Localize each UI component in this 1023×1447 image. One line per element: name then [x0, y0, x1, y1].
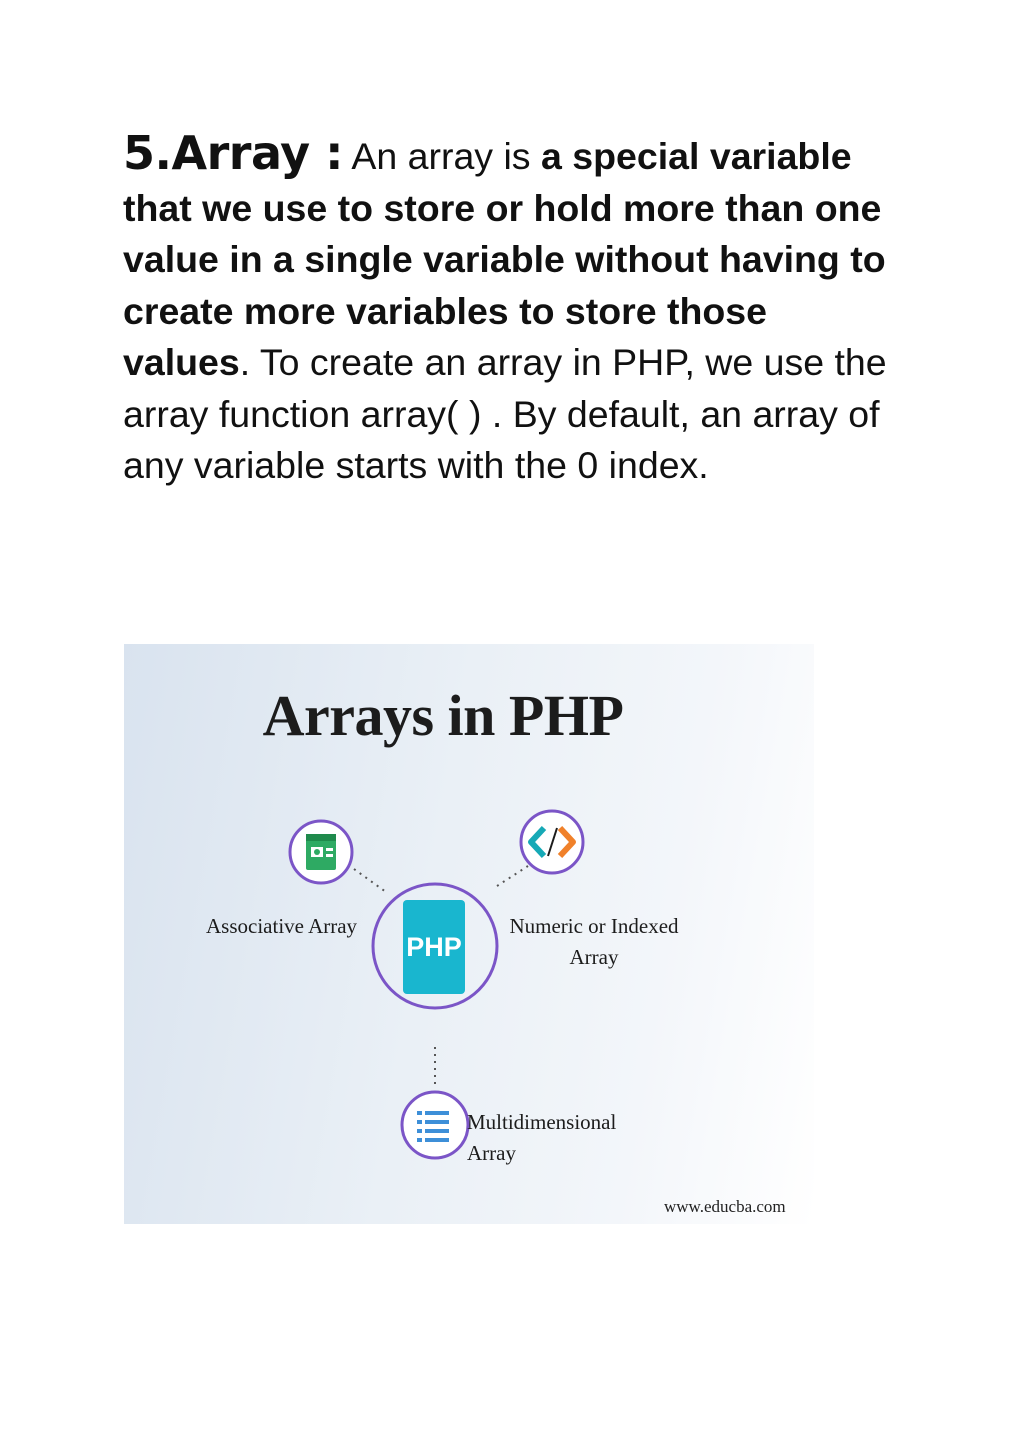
section-heading: 5.Array : — [123, 126, 343, 180]
connector-numeric — [497, 866, 528, 886]
code-brackets-icon — [521, 811, 583, 873]
continuation-text: . To create an array in PHP, we use the array function array( ) . By default, an array of any variable starts with the 0 index. — [123, 341, 887, 486]
arrays-in-php-figure — [124, 644, 814, 1224]
connector-associative — [354, 869, 386, 892]
multidimensional-label — [467, 1107, 616, 1169]
multi-label-line1: Multidimensional — [467, 1110, 617, 1134]
numeric-label-line1: Numeric or Indexed — [509, 914, 679, 938]
multi-label-line2: Array — [467, 1141, 516, 1165]
numeric-label-line2: Array — [569, 945, 619, 969]
php-center-label: PHP — [406, 931, 462, 962]
source-watermark: www.educba.com — [664, 1197, 786, 1216]
intro-text: An array is — [342, 135, 541, 177]
php-center-box — [403, 900, 465, 994]
list-icon — [402, 1092, 468, 1158]
window-image-icon — [290, 821, 352, 883]
associative-label: Associative Array — [206, 914, 358, 938]
article-paragraph — [123, 128, 903, 492]
numeric-label — [509, 911, 679, 973]
figure-title: Arrays in PHP — [262, 683, 624, 748]
definition-bold: a special variable that we use to store or hold more than one value in a single variable without having to create more variables to store those values — [123, 135, 886, 383]
